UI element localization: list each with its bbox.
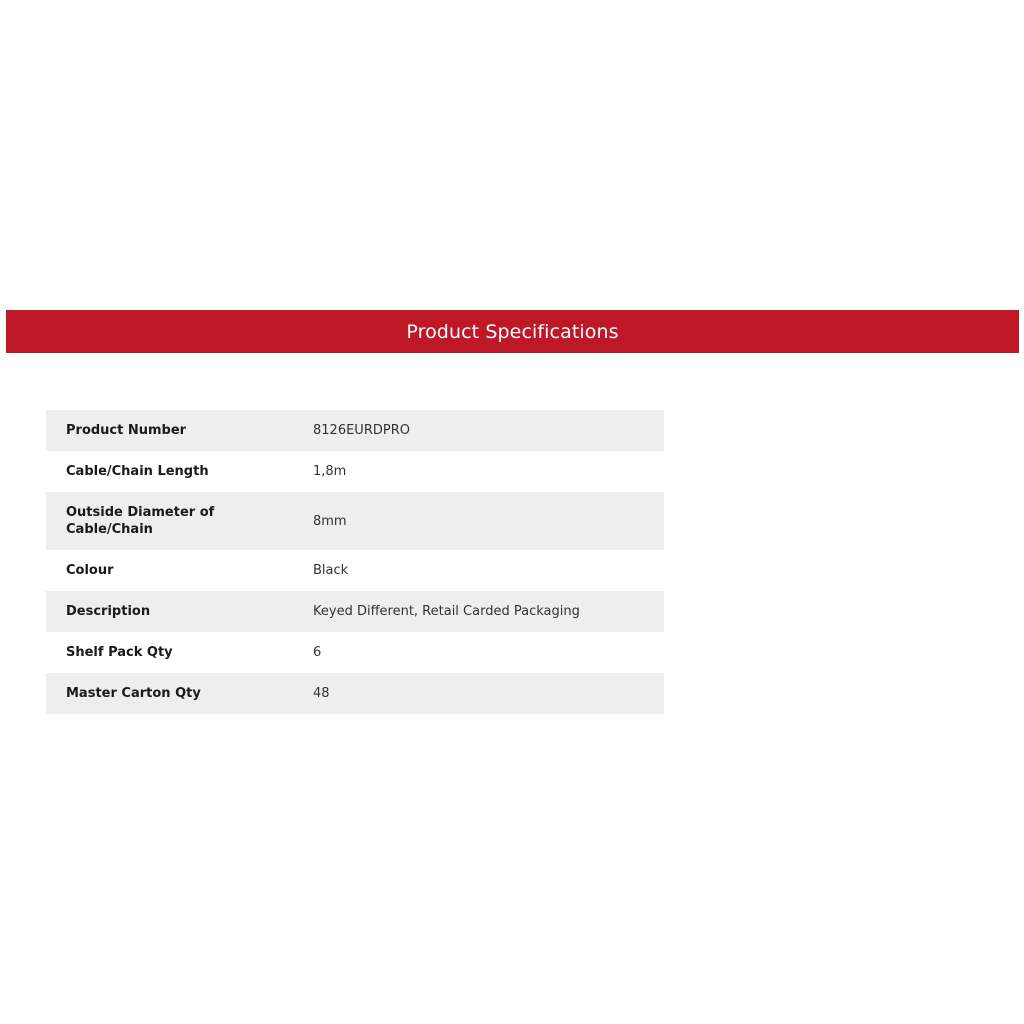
spec-row-shelf-pack-qty (46, 632, 664, 673)
spec-value: 8mm (313, 513, 347, 529)
specifications-header (6, 310, 1019, 353)
spec-value: Black (313, 563, 349, 578)
spec-label: Shelf Pack Qty (66, 645, 173, 660)
spec-row-description (46, 591, 664, 632)
spec-row-master-carton-qty (46, 673, 664, 714)
spec-value: 6 (313, 645, 322, 660)
spec-label: Cable/Chain Length (66, 464, 209, 479)
spec-value: Keyed Different, Retail Carded Packaging (313, 604, 580, 619)
spec-value: 1,8m (313, 464, 347, 479)
specifications-title: Product Specifications (406, 320, 619, 343)
spec-row-colour (46, 550, 664, 591)
spec-label-text: Outside Diameter of Cable/Chain (66, 505, 215, 537)
spec-row-outside-diameter (46, 492, 664, 550)
spec-label (46, 492, 313, 550)
spec-label: Master Carton Qty (66, 686, 201, 701)
spec-label: Colour (66, 563, 114, 578)
specifications-table (46, 410, 664, 714)
spec-row-cable-length (46, 451, 664, 492)
spec-label: Description (66, 604, 151, 619)
spec-value: 8126EURDPRO (313, 423, 410, 438)
spec-row-product-number (46, 410, 664, 451)
spec-value: 48 (313, 686, 330, 701)
spec-label: Product Number (66, 423, 187, 438)
